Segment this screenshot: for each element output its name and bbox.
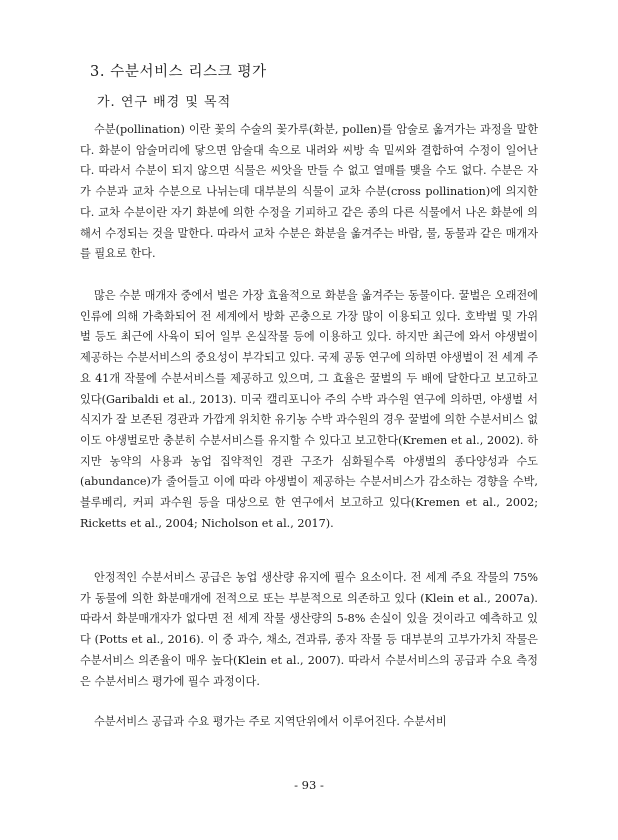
paragraph-pollination-definition: 수분(pollination) 이란 꽃의 수술의 꽃가루(화분, pollen)를 암술로 옮겨가는 과정을 말한다. 화분이 암술머리에 닿으면 암술대 속으로 내려와 씨방 속 밑씨와 결합하여 수정이 일어난다. 따라서 수분이 되지 않으면 식물은 씨앗을 만들 수 없고 열매를 맺을 수도 없다. 수분은 자가 수분과 교차 수분으로 나뉘는데 대부분의 식물이 교차 수분(cross pollination)에 의지한다. 교차 수분이란 자기 화분에 의한 수정을 기피하고 같은 종의 다른 식물에서 나온 화분에 의해서 수정되는 것을 말한다. 따라서 교차 수분은 화분을 옮겨주는 바람, 물, 동물과 같은 매개자를 필요로 한다. — [80, 123, 538, 261]
page-number: - 93 - — [294, 778, 324, 792]
paragraph-supply: 안정적인 수분서비스 공급은 농업 생산량 유지에 필수 요소이다. 전 세계 주요 작물의 75%가 동물에 의한 화분매개에 전적으로 또는 부분적으로 의존하고 있다 (Klein et al., 2007a). 따라서 화분매개자가 없다면 전 세계 작물 생산량의 5-8% 손실이 있을 것이라고 예측하고 있다 (Potts et al., 2016). 이 중 과수, 채소, 견과류, 종자 작물 등 대부분의 고부가가치 작물은 수분서비스 의존율이 매우 높다(Klein et al., 2007). 따라서 수분서비스의 공급과 수요 측정은 수분서비스 평가에 필수 과정이다. — [80, 571, 538, 688]
subsection-title: 가. 연구 배경 및 목적 — [97, 95, 232, 110]
paragraph-assessment: 수분서비스 공급과 수요 평가는 주로 지역단위에서 이루어진다. 수분서비 — [94, 715, 447, 728]
section-title: 3. 수분서비스 리스크 평가 — [90, 64, 267, 80]
paragraph-bees: 많은 수분 매개자 중에서 벌은 가장 효율적으로 화분을 옮겨주는 동물이다. 꿀벌은 오래전에 인류에 의해 가축화되어 전 세계에서 방화 곤충으로 가장 많이 이용되고 있다. 호박벌 및 가위벌 등도 최근에 사육이 되어 일부 온실작물 등에 이용하고 있다. 하지만 최근에 와서 야생벌이 제공하는 수분서비스의 중요성이 부각되고 있다. 국제 공동 연구에 의하면 야생벌이 전 세계 주요 41개 작물에 수분서비스를 제공하고 있으며, 그 효율은 꿀벌의 두 배에 달한다고 보고하고 있다(Garibaldi et al., 2013). 미국 캘리포니아 주의 수박 과수원 연구에 의하면, 야생벌 서식지가 잘 보존된 경관과 가깝게 위치한 유기농 수박 과수원의 경우 꿀벌에 의한 수분서비스 없이도 야생벌로만 충분히 수분서비스를 유지할 수 있다고 보고한다(Kremen et al., 2002). 하지만 농약의 사용과 농업 집약적인 경관 구조가 심화될수록 야생벌의 종다양성과 수도(abundance)가 줄어들고 이에 따라 야생벌이 제공하는 수분서비스가 감소하는 경향을 수박, 블루베리, 커피 과수원 등을 대상으로 한 연구에서 보고하고 있다(Kremen et al., 2002; Ricketts et al., 2004; Nicholson et al., 2017). — [80, 289, 538, 530]
